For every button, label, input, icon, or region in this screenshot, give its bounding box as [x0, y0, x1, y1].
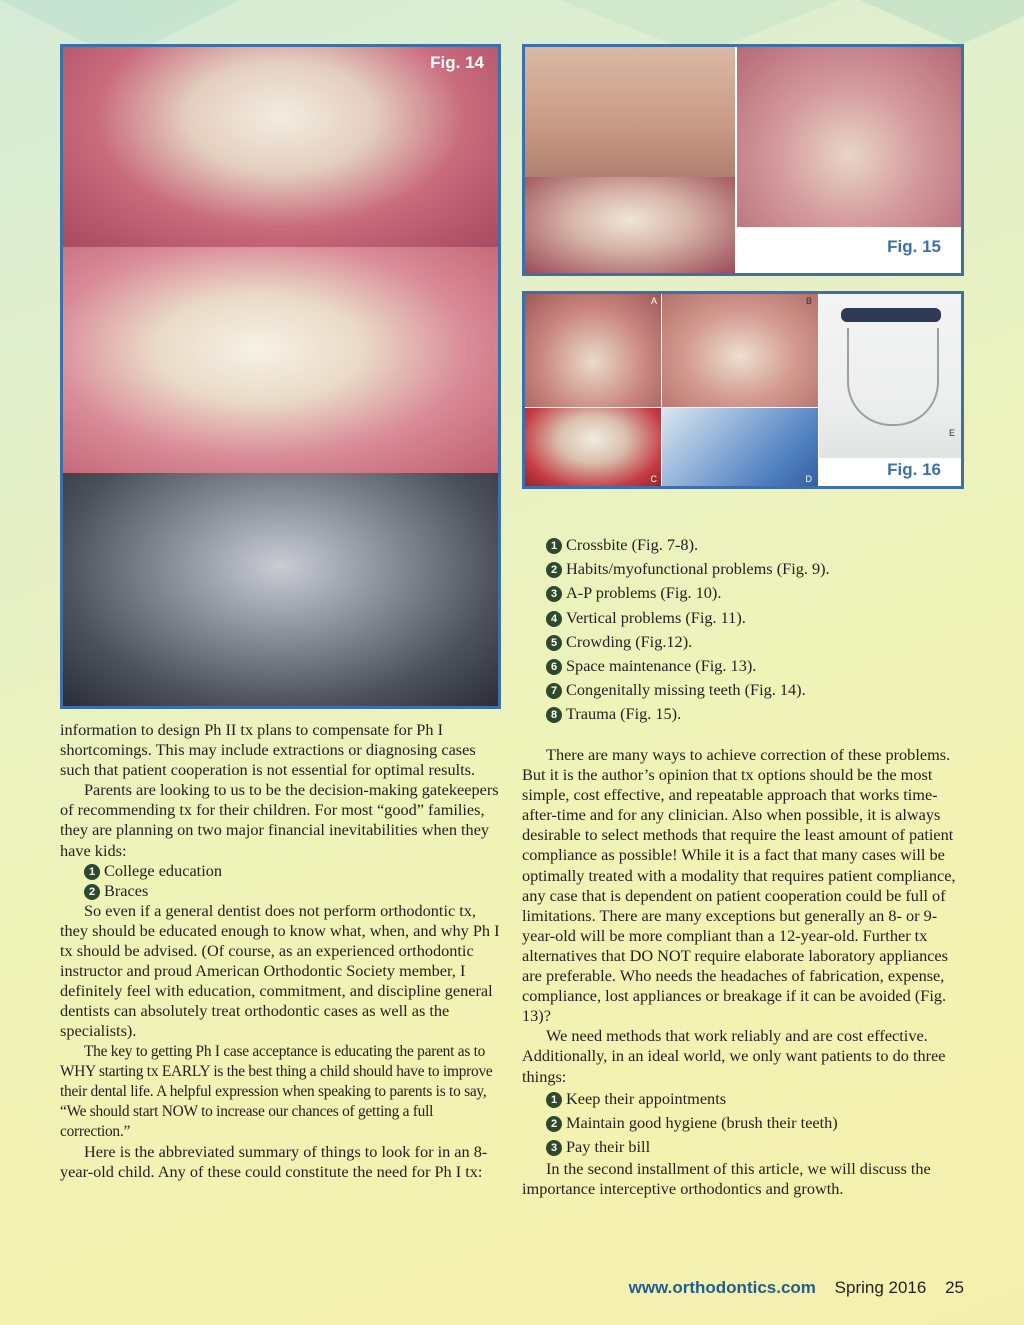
- page-number: 25: [945, 1278, 964, 1297]
- fig15-occlusal-photo: [737, 47, 961, 227]
- number-badge: 1: [546, 538, 562, 554]
- right-column-body: [522, 745, 964, 1199]
- list-item: 5 Crowding (Fig.12).: [522, 630, 964, 654]
- number-badge: 7: [546, 683, 562, 699]
- number-badge: 6: [546, 659, 562, 675]
- figure-14: [60, 44, 501, 709]
- fig14-upper-teeth-photo: [63, 47, 498, 247]
- fig16-panel-e-photo: [819, 294, 961, 458]
- fig14-lower-teeth-photo: [63, 247, 498, 473]
- fig16-panel-d-letter: D: [805, 474, 812, 484]
- list-item: 1 Crossbite (Fig. 7-8).: [522, 533, 964, 557]
- left-paragraph-3: So even if a general dentist does not perform orthodontic tx, they should be educated enough to know what, when, and why Ph I tx should be advised. (Of course, as an experienced orthodontic instructor and proud American Orthodontic Society member, I definitely feel with education, commitment, and discipline general dentists can absolutely treat orthodontic cases as well as the specialists).: [60, 900, 500, 1041]
- fig15-front-teeth-photo: [525, 177, 735, 273]
- headgear-strap: [841, 308, 941, 322]
- fig16-panel-c-letter: C: [650, 474, 657, 484]
- fig15-label: Fig. 15: [887, 237, 941, 256]
- left-paragraph-4: The key to getting Ph I case acceptance is educating the parent as to WHY starting tx EARLY is the best thing a child should have to improve their dental life. A helpful expression when speaking to parents is to say, “We should start NOW to increase our chances of getting a full correction.”: [60, 1042, 493, 1140]
- fig15-patient-face-photo: [525, 47, 735, 177]
- number-badge: 2: [546, 562, 562, 578]
- number-badge: 4: [546, 611, 562, 627]
- fig16-panel-e-letter: E: [948, 428, 955, 438]
- footer-issue: Spring 2016: [834, 1278, 927, 1297]
- right-paragraph-3: In the second installment of this article, we will discuss the importance interceptive orthodontics and growth.: [522, 1159, 931, 1199]
- fig16-label: Fig. 16: [887, 460, 941, 479]
- background-triangle: [860, 0, 1024, 45]
- list-item: 2 Habits/myofunctional problems (Fig. 9).: [522, 557, 964, 581]
- fig16-panel-c-photo: [525, 408, 661, 486]
- fig16-panel-b-photo: [662, 294, 818, 407]
- left-paragraph-5: Here is the abbreviated summary of things to look for in an 8-year-old child. Any of these could constitute the need for Ph I tx:: [60, 1141, 488, 1182]
- list-item: 1 College education: [60, 861, 500, 881]
- fig14-panoramic-xray: [63, 473, 498, 706]
- list-item: 8 Trauma (Fig. 15).: [522, 702, 964, 726]
- number-badge: 5: [546, 635, 562, 651]
- left-column: [60, 720, 500, 1182]
- number-badge: 1: [546, 1092, 562, 1108]
- fig16-panel-b-letter: B: [805, 296, 812, 306]
- left-paragraph-1: information to design Ph II tx plans to compensate for Ph I shortcomings. This may include extractions or diagnosing cases such that patient cooperation is not essential for optimal results.: [60, 720, 476, 780]
- number-badge: 2: [546, 1116, 562, 1132]
- figure-15: [522, 44, 964, 276]
- number-badge: 8: [546, 707, 562, 723]
- fig14-label: Fig. 14: [430, 53, 484, 72]
- list-item: 4 Vertical problems (Fig. 11).: [522, 606, 964, 630]
- fig16-panel-d-photo: [662, 408, 818, 486]
- list-item: 3 A-P problems (Fig. 10).: [522, 581, 964, 605]
- number-badge: 3: [546, 1140, 562, 1156]
- number-badge: 3: [546, 586, 562, 602]
- footer-url-link[interactable]: www.orthodontics.com: [628, 1278, 816, 1297]
- fig16-panel-a-letter: A: [650, 296, 657, 306]
- list-item: 1 Keep their appointments: [522, 1087, 964, 1111]
- figure-16: [522, 291, 964, 489]
- right-column: [522, 533, 964, 727]
- list-item: 3 Pay their bill: [522, 1135, 964, 1159]
- list-item: 2 Maintain good hygiene (brush their teeth): [522, 1111, 964, 1135]
- number-badge: 2: [84, 884, 100, 900]
- list-item: 7 Congenitally missing teeth (Fig. 14).: [522, 678, 964, 702]
- fig16-panel-a-photo: [525, 294, 661, 407]
- headgear-facebow: [847, 328, 939, 426]
- right-paragraph-1: There are many ways to achieve correction of these problems. But it is the author’s opinion that tx options should be the most simple, cost effective, and repeatable approach that works time-after-time and for any clinician. Also when possible, it is always desirable to select methods that require the least amount of patient compliance as possible! While it is a fact that many cases will be optimally treated with a modality that requires patient compliance, any case that is dependent on patient cooperation could be full of limitations. There are many exceptions but generally an 8- or 9-year-old will be more compliant than a 12-year-old. Further tx alternatives that DO NOT require elaborate laboratory appliances are preferable. Who needs the headaches of fabrication, expense, compliance, lost appliances or breakage if it can be avoided (Fig. 13)?: [522, 745, 956, 1026]
- right-paragraph-2: We need methods that work reliably and are cost effective. Additionally, in an ideal world, we only want patients to do three things:: [522, 1026, 946, 1086]
- list-item: 2 Braces: [60, 881, 500, 901]
- page-footer: [629, 1278, 964, 1298]
- list-item: 6 Space maintenance (Fig. 13).: [522, 654, 964, 678]
- number-badge: 1: [84, 864, 100, 880]
- left-paragraph-2: Parents are looking to us to be the decision-making gatekeepers of recommending tx for their children. For most “good” families, they are planning on two major financial inevitabilities when they have kids:: [60, 780, 499, 860]
